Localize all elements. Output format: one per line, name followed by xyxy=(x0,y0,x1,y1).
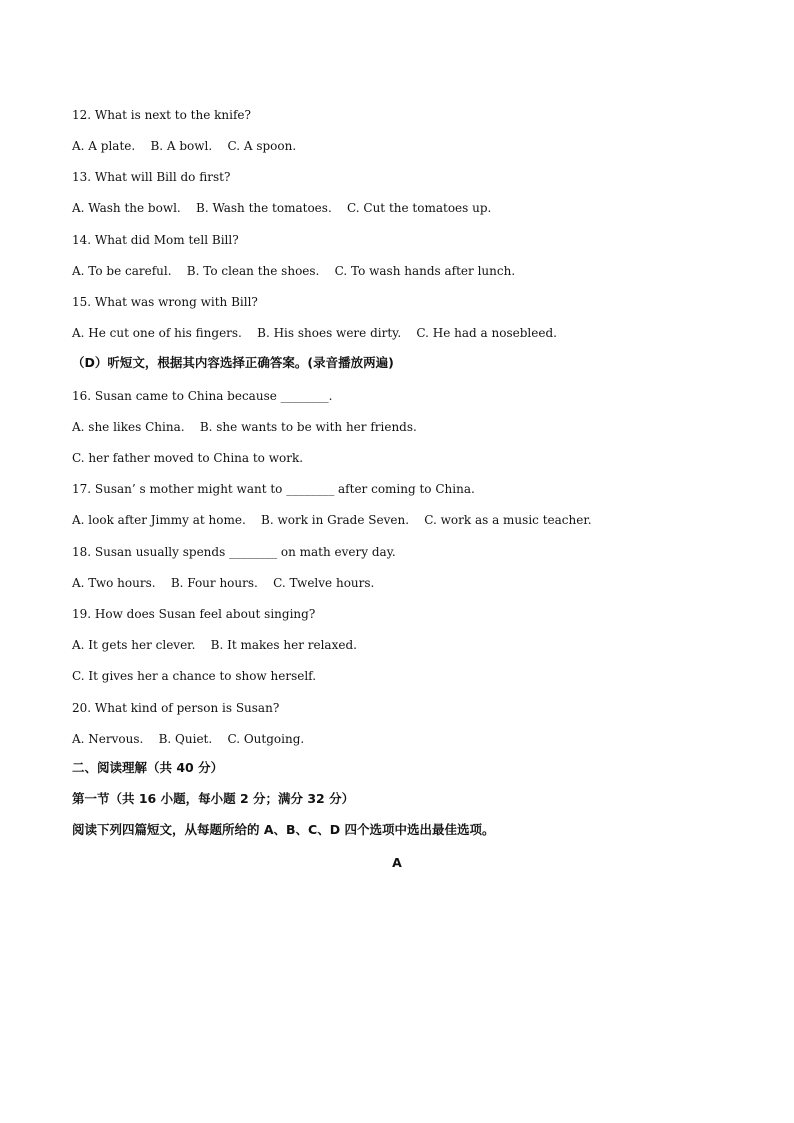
question-12-options: A. A plate. B. A bowl. C. A spoon. xyxy=(72,139,297,153)
question-20: 20. What kind of person is Susan? xyxy=(72,701,280,715)
question-16-options-1: A. she likes China. B. she wants to be with her friends. xyxy=(72,420,417,434)
question-19-options-1: A. It gets her clever. B. It makes her relaxed. xyxy=(72,638,357,652)
question-15: 15. What was wrong with Bill? xyxy=(72,295,258,309)
question-18: 18. Susan usually spends ________ on math every day. xyxy=(72,545,396,559)
question-19: 19. How does Susan feel about singing? xyxy=(72,607,316,621)
passage-label: A xyxy=(392,855,402,870)
question-16-options-2: C. her father moved to China to work. xyxy=(72,451,304,465)
section-1-heading: 第一节（共 16 小题，每小题 2 分；满分 32 分） xyxy=(72,791,355,806)
question-16: 16. Susan came to China because ________. xyxy=(72,389,333,403)
question-13: 13. What will Bill do first? xyxy=(72,170,231,184)
reading-instructions: 阅读下列四篇短文，从每题所给的 A、B、C、D 四个选项中选出最佳选项。 xyxy=(72,822,495,837)
question-20-options: A. Nervous. B. Quiet. C. Outgoing. xyxy=(72,732,305,746)
part-2-heading: 二、阅读理解（共 40 分） xyxy=(72,760,224,775)
section-d-heading: （D）听短文，根据其内容选择正确答案。(录音播放两遍) xyxy=(72,355,394,370)
question-14: 14. What did Mom tell Bill? xyxy=(72,233,239,247)
question-13-options: A. Wash the bowl. B. Wash the tomatoes. C. Cut the tomatoes up. xyxy=(72,201,492,215)
question-14-options: A. To be careful. B. To clean the shoes. C. To wash hands after lunch. xyxy=(72,264,516,278)
question-18-options: A. Two hours. B. Four hours. C. Twelve hours. xyxy=(72,576,375,590)
question-17: 17. Susan’ s mother might want to ________ after coming to China. xyxy=(72,482,475,496)
question-19-options-2: C. It gives her a chance to show herself. xyxy=(72,669,317,683)
question-17-options: A. look after Jimmy at home. B. work in Grade Seven. C. work as a music teacher. xyxy=(72,513,592,527)
question-12: 12. What is next to the knife? xyxy=(72,108,251,122)
question-15-options: A. He cut one of his fingers. B. His shoes were dirty. C. He had a nosebleed. xyxy=(72,326,557,340)
